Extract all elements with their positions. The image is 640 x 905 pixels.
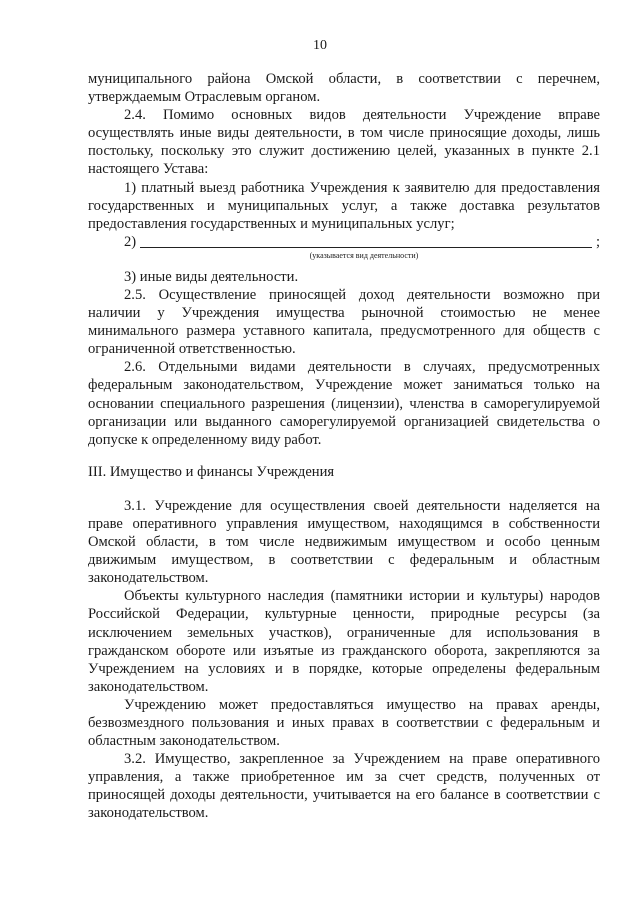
paragraph-2-5: 2.5. Осуществление приносящей доход деятельности возможно при наличии у Учреждения имущества рыночной стоимостью не менее минимального размера уставного капитала, предусмотренного для обществ с ограниченной ответственностью. [88,286,600,358]
paragraph-3-1: 3.1. Учреждение для осуществления своей деятельности наделяется на праве оперативного управления имуществом, находящимся в собственности Омской области, в том числе недвижимым имуществом и особо ценным движимым имуществом, в соответствии с федеральным и областным законодательством. [88,497,600,587]
paragraph-3-2: 3.2. Имущество, закрепленное за Учреждением на праве оперативного управления, а также приобретенное им за счет средств, полученных от приносящей доходы деятельности, учитывается на его балансе в соответствии с законодательством. [88,751,600,822]
paragraph-2-4: 2.4. Помимо основных видов деятельности Учреждение вправе осуществлять иные виды деятельности, в том числе приносящие доходы, лишь постольку, поскольку это служит достижению целей, указанных в пункте 2.1 настоящего Устава: [88,107,600,178]
fill-in-hint: (указывается вид деятельности) [309,250,419,260]
list-item-2-blank [88,233,600,251]
page-number: 10 [313,38,327,53]
list-item-2-number: 2) [124,233,137,250]
paragraph-continuation: муниципального района Омской области, в соответствии с перечнем, утверждаемым Отраслевым органом. [88,71,600,106]
list-item-3: 3) иные виды деятельности. [124,268,299,285]
fill-in-line [140,235,592,248]
list-item-1: 1) платный выезд работника Учреждения к заявителю для предоставления государственных и муниципальных услуг, а также доставка результатов предоставления государственных и муниципальных услуг; [88,179,600,232]
paragraph-cultural-objects: Объекты культурного наследия (памятники истории и культуры) народов Российской Федерации, культурные ценности, природные ресурсы (за исключением земельных участков), ограниченные для использования в гражданском обороте или изъятые из гражданского оборота, закрепляются за Учреждением на условиях и в порядке, которые определены федеральным законодательством. [88,588,600,695]
paragraph-2-6: 2.6. Отдельными видами деятельности в случаях, предусмотренных федеральным законодательством, Учреждение может заниматься только на основании специального разрешения (лицензии), членства в саморегулируемой организации или выданного саморегулируемой организацией свидетельства о допуске к определенному виду работ. [88,359,600,448]
section-heading: III. Имущество и финансы Учреждения [88,463,335,480]
paragraph-lease: Учреждению может предоставляться имущество на правах аренды, безвозмездного пользования и иных правах в соответствии с федеральным и областным законодательством. [88,696,600,750]
document-body [88,70,600,823]
list-item-2-end: ; [595,233,600,250]
